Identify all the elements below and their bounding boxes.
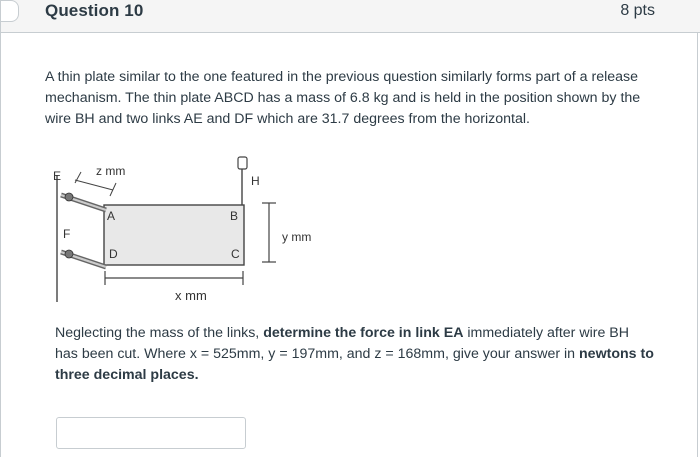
label-d: D (109, 247, 118, 261)
prompt-part1: Neglecting the mass of the links, (55, 325, 264, 341)
label-z-mm: z mm (96, 164, 126, 178)
prompt-part2-bold: determine the force in link EA (263, 325, 464, 341)
label-e: E (53, 169, 62, 183)
answer-input[interactable] (56, 417, 246, 449)
plate-abcd (104, 205, 244, 265)
label-y-mm: y mm (282, 230, 312, 244)
question-intro-text: A thin plate similar to the one featured in the previous question similarly forms part of a release mechanism. The thin plate ABCD has a mass of 6.8 kg and is held in the position shown by the wire BH and two links AE and DF which are 31.7 degrees from the horizontal. (45, 69, 641, 127)
question-points: 8 pts (620, 2, 655, 19)
pin-e (65, 193, 73, 201)
label-c: C (231, 247, 240, 261)
label-h: H (251, 174, 260, 188)
wire-hook-h (238, 157, 247, 169)
z-dimension-line (75, 180, 113, 190)
question-prompt-text (55, 323, 655, 386)
label-x-mm: x mm (175, 288, 207, 303)
label-b: B (230, 209, 239, 223)
prompt-part4-bold: newtons to three decimal places. (55, 346, 654, 383)
pin-f (65, 250, 73, 258)
question-title: Question 10 (45, 1, 144, 20)
label-a: A (107, 209, 116, 223)
prompt-part3: immediately after wire BH has been cut. Where x = 525mm, y = 197mm, and z = 168mm, give your answer in (55, 325, 630, 362)
label-f: F (63, 227, 71, 241)
plate-diagram (1, 0, 700, 457)
